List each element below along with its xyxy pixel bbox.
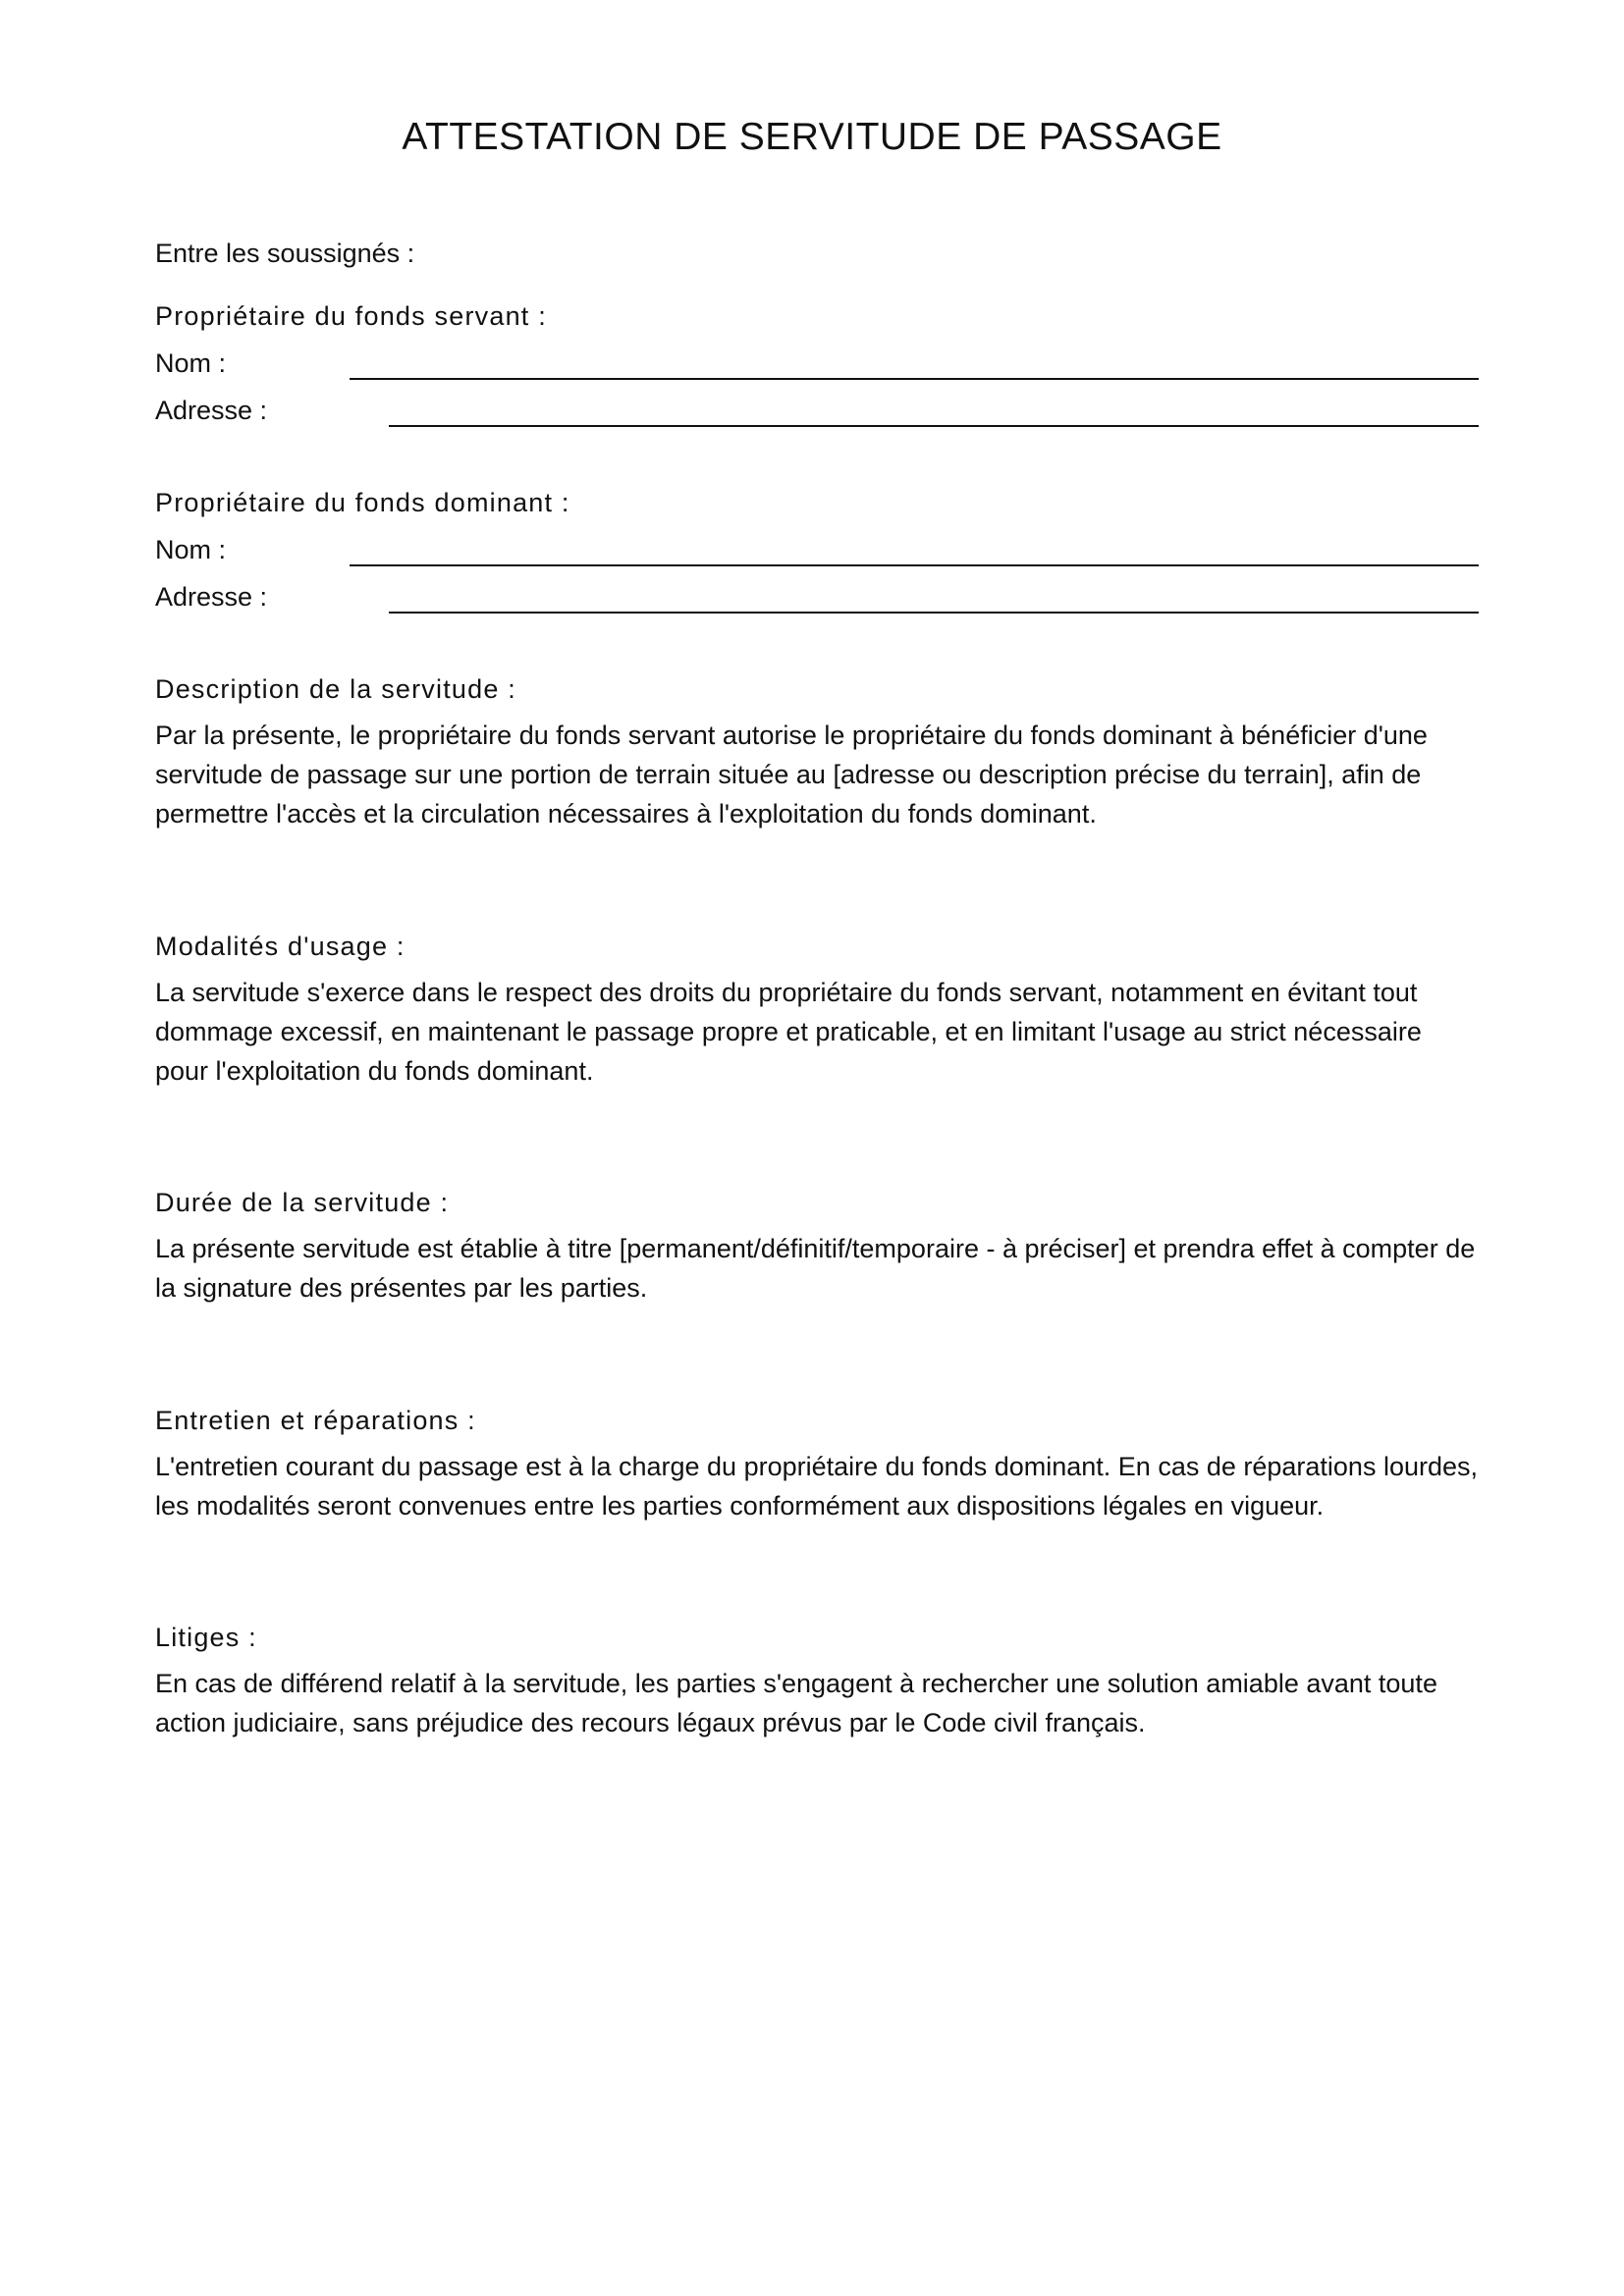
servant-owner-heading: Propriétaire du fonds servant : [155,301,547,331]
dominant-address-label: Adresse : [155,582,268,612]
servant-address-label: Adresse : [155,396,268,425]
duration-body: La présente servitude est établie à titre [permanent/définitif/temporaire - à préciser] et prendra effet à compter de la signature des présentes par les parties. [155,1234,1476,1303]
dominant-name-field-line[interactable] [350,564,1479,566]
maintenance-body: L'entretien courant du passage est à la charge du propriétaire du fonds dominant. En cas de réparations lourdes, les modalités seront convenues entre les parties conformément aux dispositions légales en vigueur. [155,1452,1479,1521]
usage-heading: Modalités d'usage : [155,932,406,961]
disputes-body: En cas de différend relatif à la servitude, les parties s'engagent à rechercher une solution amiable avant toute action judiciaire, sans préjudice des recours légaux prévus par le Code civil français. [155,1669,1437,1737]
usage-body: La servitude s'exerce dans le respect des droits du propriétaire du fonds servant, notamment en évitant tout dommage excessif, en maintenant le passage propre et praticable, et en limitant l'usage au strict nécessaire pour l'exploitation du fonds dominant. [155,978,1422,1086]
servant-address-field-line[interactable] [389,425,1479,427]
servant-name-label: Nom : [155,348,227,378]
dominant-name-label: Nom : [155,535,227,564]
intro-text: Entre les soussignés : [155,239,415,268]
dominant-address-field-line[interactable] [389,612,1479,614]
duration-heading: Durée de la servitude : [155,1188,450,1217]
description-heading: Description de la servitude : [155,674,516,704]
document-title: ATTESTATION DE SERVITUDE DE PASSAGE [402,116,1222,158]
maintenance-heading: Entretien et réparations : [155,1406,476,1435]
dominant-owner-heading: Propriétaire du fonds dominant : [155,488,570,517]
servant-name-field-line[interactable] [350,378,1479,380]
description-body: Par la présente, le propriétaire du fonds servant autorise le propriétaire du fonds dominant à bénéficier d'une servitude de passage sur une portion de terrain située au [adresse ou description précise du terrain], afin de permettre l'accès et la circulation nécessaires à l'exploitation du fonds dominant. [155,721,1428,828]
disputes-heading: Litiges : [155,1623,257,1652]
